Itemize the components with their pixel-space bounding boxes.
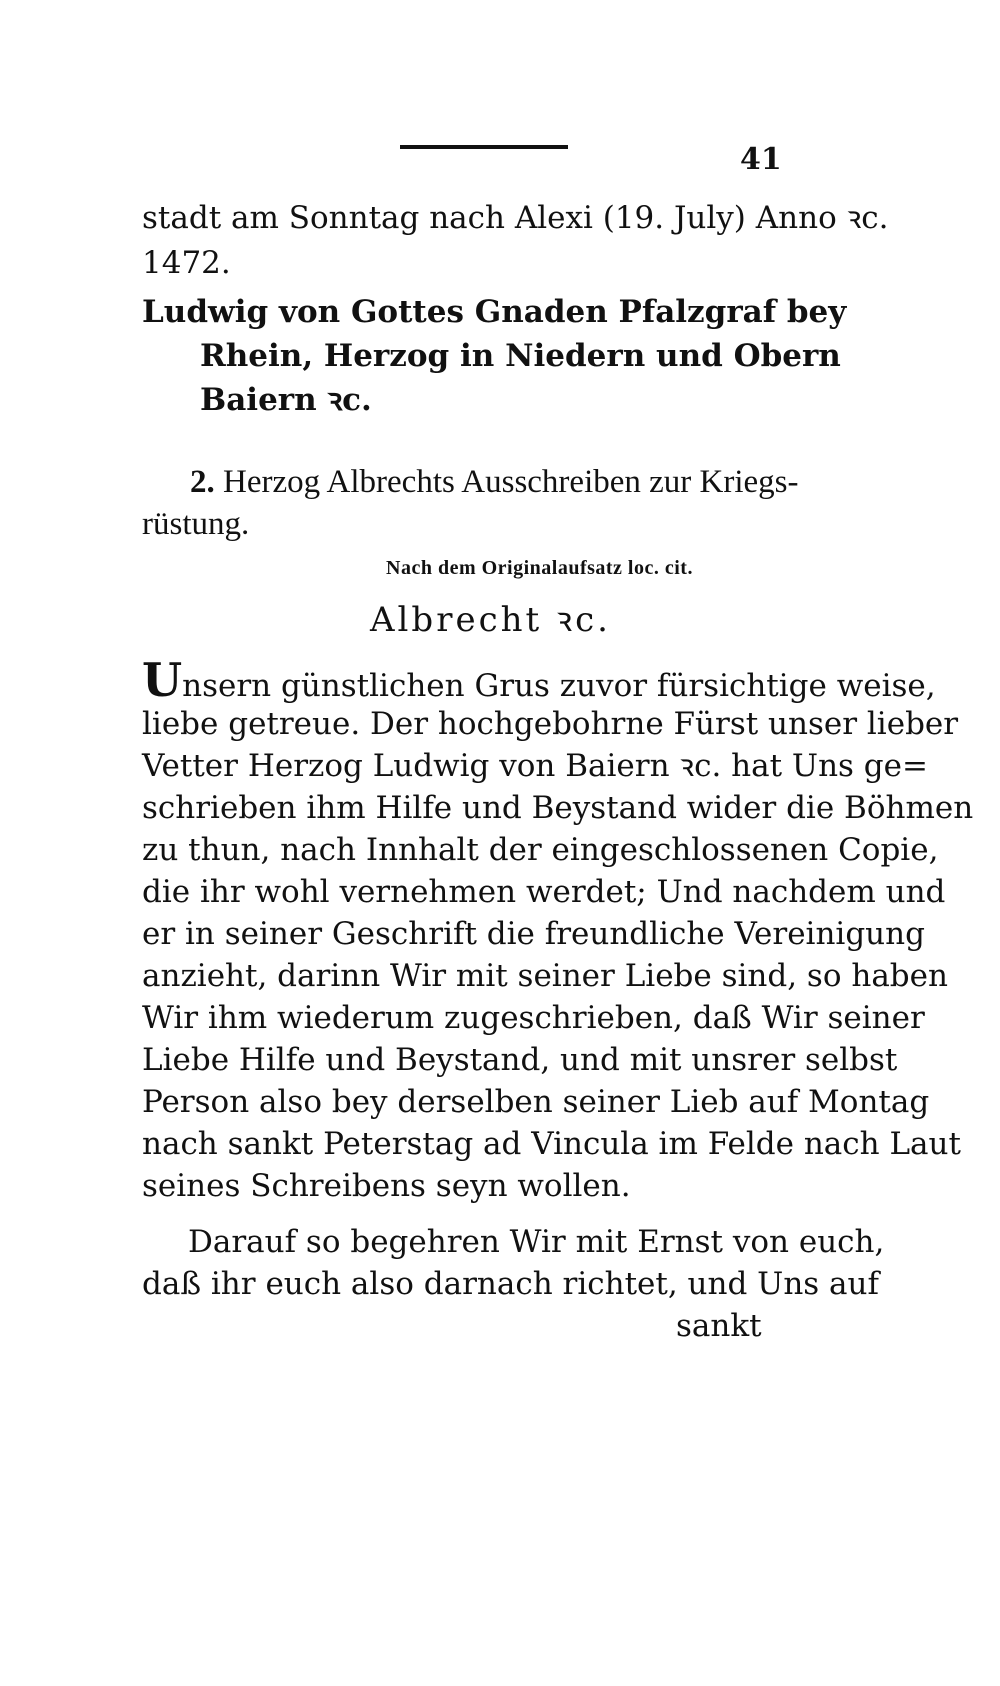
paragraph-line: Darauf so begehren Wir mit Ernst von euch,: [188, 1224, 885, 1260]
source-note: Nach dem Originalaufsatz loc. cit.: [386, 557, 693, 579]
section-heading: [190, 462, 799, 502]
section-title-line1: Herzog Albrechts Ausschreiben zur Kriegs-: [223, 464, 799, 500]
paragraph-line: liebe getreue. Der hochgebohrne Fürst unser lieber: [142, 706, 959, 742]
page-number: 41: [740, 142, 782, 177]
signature-line: Rhein, Herzog in Niedern und Obern: [200, 338, 841, 374]
intro-line: stadt am Sonntag nach Alexi (19. July) Anno ꝛc.: [142, 200, 889, 236]
paragraph-line: seines Schreibens seyn wollen.: [142, 1168, 631, 1204]
paragraph-line: Liebe Hilfe und Beystand, und mit unsrer selbst: [142, 1042, 898, 1078]
paragraph-line: [142, 653, 936, 707]
drop-capital: U: [142, 653, 183, 707]
paragraph-line: anzieht, darinn Wir mit seiner Liebe sind, so haben: [142, 958, 948, 994]
signature-line: Ludwig von Gottes Gnaden Pfalzgraf bey: [142, 294, 847, 330]
catchword: sankt: [676, 1308, 762, 1344]
paragraph-line: nach sankt Peterstag ad Vincula im Felde nach Laut: [142, 1126, 961, 1162]
paragraph-line: die ihr wohl vernehmen werdet; Und nachdem und: [142, 874, 946, 910]
paragraph-line: er in seiner Geschrift die freundliche Vereinigung: [142, 916, 925, 952]
salutation: Albrecht ꝛc.: [370, 600, 611, 640]
paragraph-line: Wir ihm wiederum zugeschrieben, daß Wir seiner: [142, 1000, 925, 1036]
paragraph-line: daß ihr euch also darnach richtet, und Uns auf: [142, 1266, 879, 1302]
paragraph-line: schrieben ihm Hilfe und Beystand wider die Böhmen: [142, 790, 974, 826]
intro-line: 1472.: [142, 245, 231, 281]
section-number: 2.: [190, 464, 215, 500]
section-title-line2: rüstung.: [142, 506, 250, 542]
paragraph-line-text: nsern günstlichen Grus zuvor fürsichtige weise,: [182, 668, 936, 704]
header-rule: [400, 145, 568, 149]
signature-line: Baiern ꝛc.: [200, 382, 372, 418]
paragraph-line: zu thun, nach Innhalt der eingeschlossenen Copie,: [142, 832, 939, 868]
paragraph-line: Vetter Herzog Ludwig von Baiern ꝛc. hat Uns ge=: [142, 748, 928, 784]
paragraph-line: Person also bey derselben seiner Lieb auf Montag: [142, 1084, 930, 1120]
